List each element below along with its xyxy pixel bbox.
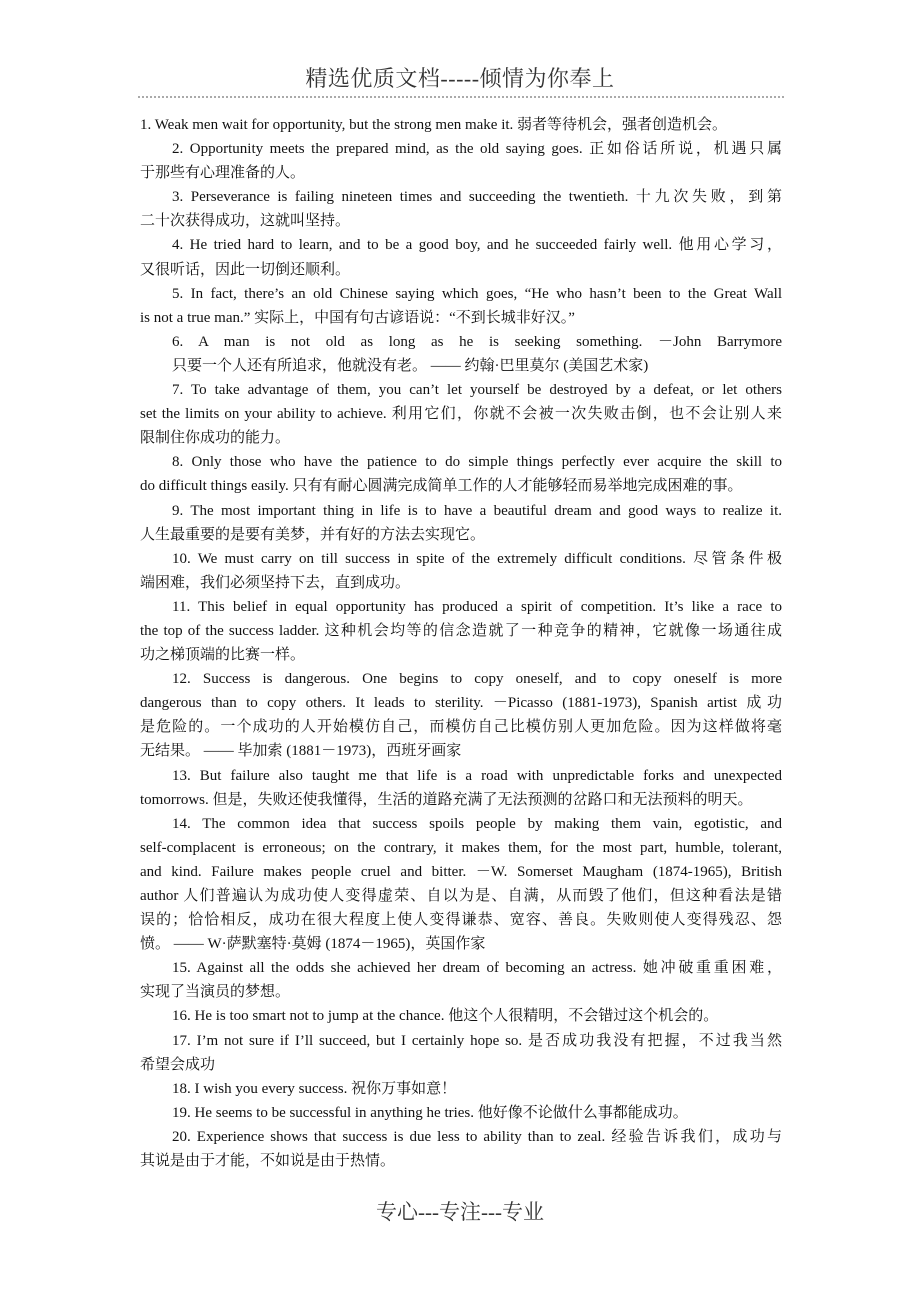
paragraph-line: 6. A man is not old as long as he is seeking something. －John Barrymore: [172, 333, 782, 350]
paragraph-item: [140, 378, 782, 450]
paragraph-line: the top of the success ladder. 这种机会均等的信念造就了一种竞争的精神，它就像一场通往成: [140, 622, 782, 639]
page-footer: 专心---专注---专业: [376, 1200, 544, 1224]
paragraph-line: 只要一个人还有所追求，他就没有老。 —— 约翰·巴里莫尔 (美国艺术家): [172, 357, 649, 374]
paragraph-item: [140, 812, 782, 957]
paragraph-line: is not a true man.” 实际上，中国有句古谚语说：“不到长城非好汉。”: [140, 309, 575, 326]
paragraph-line: 限制住你成功的能力。: [140, 430, 291, 447]
paragraph-item: [140, 1029, 782, 1077]
paragraph-item: [140, 956, 782, 1004]
paragraph-line: 于那些有心理准备的人。: [140, 165, 306, 182]
page-header-title: 精选优质文档-----倾情为你奉上: [305, 66, 615, 91]
paragraph-line: 二十次获得成功，这就叫坚持。: [140, 213, 351, 230]
paragraph-line: 1. Weak men wait for opportunity, but the strong men make it. 弱者等待机会，强者创造机会。: [140, 117, 728, 133]
paragraph-line: 20. Experience shows that success is due less to ability than to zeal. 经验告诉我们，成功与: [172, 1128, 782, 1145]
paragraph-item: [140, 330, 782, 378]
paragraph-line: 12. Success is dangerous. One begins to copy oneself, and to copy oneself is more: [172, 671, 782, 688]
paragraph-line: do difficult things easily. 只有有耐心圆满完成简单工作的人才能够轻而易举地完成困难的事。: [140, 478, 743, 495]
paragraph-line: and kind. Failure makes people cruel and bitter. －W. Somerset Maugham (1874-1965), British: [140, 863, 782, 880]
paragraph-line: 人生最重要的是要有美梦，并有好的方法去实现它。: [140, 526, 486, 543]
paragraph-item: [140, 137, 782, 185]
paragraph-line: author 人们普遍认为成功使人变得虚荣、自以为是、自满，从而毁了他们，但这种看法是错: [140, 888, 782, 904]
paragraph-line: 14. The common idea that success spoils people by making them vain, egotistic, and: [172, 815, 782, 832]
paragraph-line: 10. We must carry on till success in spite of the extremely difficult conditions. 尽管条件极: [172, 550, 782, 567]
paragraph-item: [140, 547, 782, 595]
paragraph-item: [140, 282, 782, 330]
paragraph-line: 4. He tried hard to learn, and to be a good boy, and he succeeded fairly well. 他用心学习，: [172, 237, 782, 254]
paragraph-item: [140, 595, 782, 667]
paragraph-line: 7. To take advantage of them, you can’t let yourself be destroyed by a defeat, or let others: [172, 382, 782, 399]
paragraph-line: 愤。 —— W·萨默塞特·莫姆 (1874－1965)，英国作家: [140, 936, 486, 953]
document-body: [140, 113, 782, 1173]
paragraph-line: 无结果。 —— 毕加索 (1881－1973)，西班牙画家: [140, 743, 462, 760]
paragraph-line: self-complacent is erroneous; on the contrary, it makes them, for the most part, humble, tolerant,: [140, 839, 782, 856]
paragraph-item: [140, 185, 782, 233]
paragraph-item: [140, 667, 782, 763]
paragraph-item: [140, 764, 782, 812]
paragraph-line: 13. But failure also taught me that life is a road with unpredictable forks and unexpected: [172, 767, 782, 784]
paragraph-line: 误的；恰恰相反，成功在很大程度上使人变得谦恭、宽容、善良。失败则使人变得残忍、怨: [140, 912, 782, 929]
paragraph-item: [140, 1101, 782, 1125]
paragraph-item: [140, 499, 782, 547]
paragraph-line: 16. He is too smart not to jump at the chance. 他这个人很精明，不会错过这个机会的。: [172, 1008, 719, 1025]
paragraph-line: 5. In fact, there’s an old Chinese saying which goes, “He who hasn’t been to the Great Wall: [172, 285, 782, 302]
paragraph-line: 18. I wish you every success. 祝你万事如意！: [172, 1080, 457, 1097]
paragraph-line: dangerous than to copy others. It leads to sterility. －Picasso (1881-1973), Spanish artist 成功: [140, 695, 782, 712]
paragraph-line: 17. I’m not sure if I’ll succeed, but I certainly hope so. 是否成功我没有把握，不过我当然: [172, 1032, 782, 1049]
paragraph-line: 19. He seems to be successful in anything he tries. 他好像不论做什么事都能成功。: [172, 1104, 688, 1121]
paragraph-line: 实现了当演员的梦想。: [140, 984, 291, 1001]
header-divider: [138, 96, 784, 98]
paragraph-item: [140, 1004, 782, 1028]
paragraph-line: 15. Against all the odds she achieved her dream of becoming an actress. 她冲破重重困难，: [172, 960, 782, 977]
paragraph-line: 9. The most important thing in life is to have a beautiful dream and good ways to realize it.: [172, 502, 782, 519]
paragraph-line: tomorrows. 但是，失败还使我懂得，生活的道路充满了无法预测的岔路口和无法预料的明天。: [140, 791, 753, 808]
paragraph-line: 希望会成功: [140, 1056, 216, 1073]
paragraph-item: [140, 450, 782, 498]
paragraph-line: 功之梯顶端的比赛一样。: [140, 647, 306, 664]
paragraph-line: 2. Opportunity meets the prepared mind, as the old saying goes. 正如俗话所说，机遇只属: [172, 141, 782, 158]
paragraph-item: [140, 113, 782, 137]
paragraph-item: [140, 233, 782, 281]
paragraph-line: 3. Perseverance is failing nineteen times and succeeding the twentieth. 十九次失败，到第: [172, 189, 782, 206]
paragraph-line: 11. This belief in equal opportunity has produced a spirit of competition. It’s like a race to: [172, 598, 782, 615]
paragraph-line: 其说是由于才能，不如说是由于热情。: [140, 1153, 396, 1170]
paragraph-line: 是危险的。一个成功的人开始模仿自己，而模仿自己比模仿别人更加危险。因为这样做将毫: [140, 719, 782, 736]
paragraph-line: 端困难，我们必须坚持下去，直到成功。: [140, 574, 411, 591]
paragraph-line: 又很听话，因此一切倒还顺利。: [140, 261, 351, 278]
paragraph-line: 8. Only those who have the patience to do simple things perfectly ever acquire the skill to: [172, 454, 782, 471]
paragraph-line: set the limits on your ability to achieve. 利用它们，你就不会被一次失败击倒，也不会让别人来: [140, 406, 782, 423]
paragraph-item: [140, 1125, 782, 1173]
paragraph-item: [140, 1077, 782, 1101]
